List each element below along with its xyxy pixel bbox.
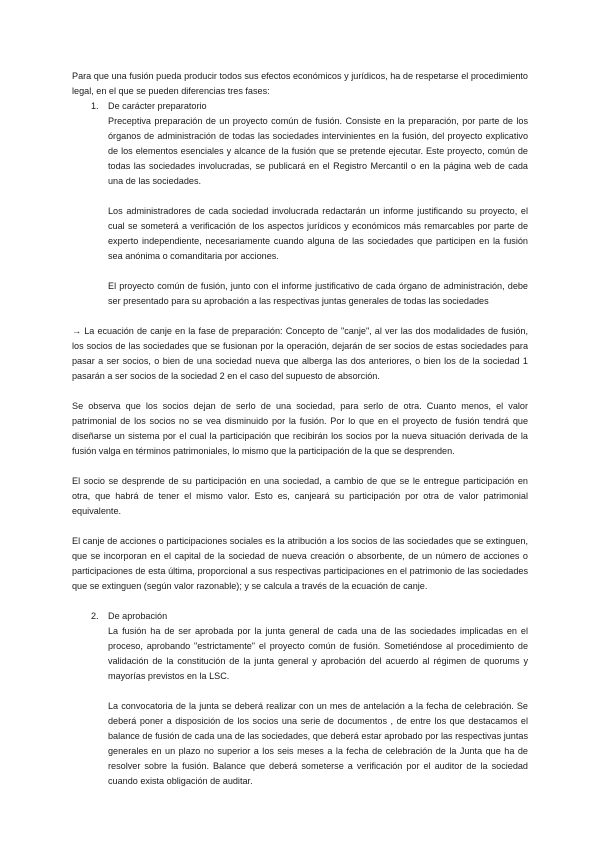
body-paragraph-exchange: El socio se desprende de su participación en una sociedad, a cambio de que se le entregue participación en otra, que habrá de tener el mismo valor. Esto es, canjeará su participación por otra de valor patrimonial equivalente. (72, 476, 528, 516)
body-paragraph-patrimonial-value: Se observa que los socios dejan de serlo de una sociedad, para serlo de otra. Cuanto menos, el valor patrimonial de los socios no se vea disminuido por la fusión. Por lo que en el proyecto de fusión tendrá que diseñarse un sistema por el cual la participación que recibirán los socios por la nueva situación derivada de la fusión valga en términos patrimoniales, lo mismo que la participación de la que se desprenden. (72, 401, 528, 456)
phase-1-paragraph: Los administradores de cada sociedad involucrada redactarán un informe justificando su proyecto, el cual se someterá a verificación de los aspectos jurídicos y económicos más remarcables por parte de experto independiente, necesariamente cuando alguna de las sociedades que participen en la fusión sea anónima o comanditaria por acciones. (108, 206, 528, 261)
phase-1-number: 1. (91, 101, 99, 111)
phase-1-paragraph: El proyecto común de fusión, junto con el informe justificativo de cada órgano de administración, debe ser presentado para su aprobación a las respectivas juntas generales de todas las sociedades (108, 281, 528, 306)
phase-2-heading (91, 609, 528, 624)
phase-1-heading (91, 99, 528, 114)
phase-2-paragraph: La fusión ha de ser aprobada por la junta general de cada una de las sociedades implicadas en el proceso, aprobando "estrictamente" el proyecto común de fusión. Sometiéndose al procedimiento de validación de la constitución de la junta general y aprobación del acuerdo al régimen de quorums y mayorías previstos en la LSC. (108, 626, 528, 681)
phase-1-title: De carácter preparatorio (108, 101, 207, 111)
body-paragraph-exchange-definition: El canje de acciones o participaciones sociales es la atribución a los socios de las sociedades que se extinguen, que se incorporan en el capital de la sociedad de nueva creación o absorbente, de un número de acciones o participaciones de esta última, proporcional a sus respectivas participaciones en el patrimonio de las sociedades que se extinguen (según valor razonable); y se calcula a través de la ecuación de canje. (72, 536, 528, 591)
intro-paragraph: Para que una fusión pueda producir todos sus efectos económicos y jurídicos, ha de respetarse el procedimiento legal, en el que se pueden diferencias tres fases: (72, 71, 528, 96)
phase-2-title: De aprobación (108, 611, 168, 621)
body-paragraph-canje-concept: → La ecuación de canje en la fase de preparación: Concepto de "canje", al ver las dos modalidades de fusión, los socios de las sociedades que se fusionan por la operación, dejarán de ser socios de estas sociedades para pasar a ser socios, o bien de una sociedad nueva que alberga las dos anteriores, o bien los de la sociedad 1 pasarán a ser socios de la sociedad 2 en el caso del supuesto de absorción. (72, 326, 528, 381)
phase-2-number: 2. (91, 611, 99, 621)
phase-1-paragraph: Preceptiva preparación de un proyecto común de fusión. Consiste en la preparación, por parte de los órganos de administración de todas las sociedades intervinientes en la fusión, del proyecto explicativo de los elementos esenciales y alcance de la fusión que se pretende ejecutar. Este proyecto, común de todas las sociedades involucradas, se publicará en el Registro Mercantil o en la página web de cada una de las sociedades. (108, 116, 528, 186)
phase-1-content (108, 114, 528, 309)
phase-2-paragraph: La convocatoria de la junta se deberá realizar con un mes de antelación a la fecha de celebración. Se deberá poner a disposición de los socios una serie de documentos , de entre los que destacamos el balance de fusión de cada una de las sociedades, que deberá estar aprobado por las respectivas juntas generales en un plazo no superior a los seis meses a la fecha de celebración de la Junta que ha de resolver sobre la fusión. Balance que deberá someterse a verificación por el auditor de la sociedad cuando exista obligación de auditar. (108, 701, 528, 786)
phase-2-content (108, 624, 528, 789)
